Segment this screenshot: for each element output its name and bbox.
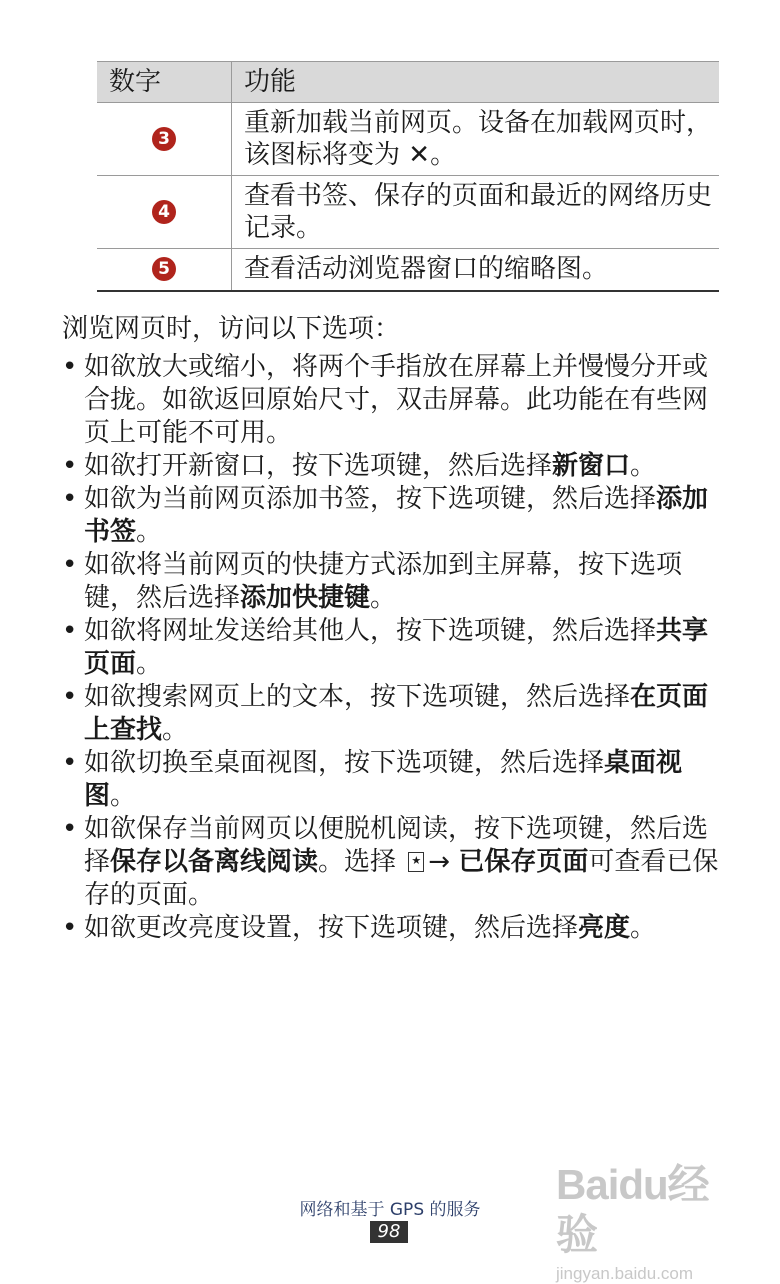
list-item-text: 如欲为当前网页添加书签，按下选项键，然后选择 bbox=[84, 484, 657, 514]
table-row bbox=[97, 176, 719, 249]
list-item-text: 。 bbox=[136, 517, 163, 547]
menu-option-name: 亮度 bbox=[578, 913, 631, 943]
list-item-text: 可查看已保存的页面。 bbox=[84, 847, 719, 910]
watermark bbox=[556, 1160, 736, 1283]
page-number: 98 bbox=[370, 1221, 408, 1243]
list-item-text: 。 bbox=[110, 781, 137, 811]
list-item-text: 如欲保存当前网页以便脱机阅读，按下选项键，然后选择 bbox=[84, 814, 709, 877]
row-text: 重新加载当前网页。设备在加载网页时，该图标将变为 bbox=[244, 108, 713, 170]
list-item bbox=[62, 450, 722, 483]
number-badge: 4 bbox=[152, 200, 176, 224]
table-header-row bbox=[97, 62, 719, 103]
list-item-text: 。 bbox=[630, 451, 657, 481]
list-item bbox=[62, 813, 722, 912]
header-number: 数字 bbox=[97, 62, 232, 103]
list-item-text: 如欲将网址发送给其他人，按下选项键，然后选择 bbox=[84, 616, 657, 646]
list-item-text: 。 bbox=[136, 649, 163, 679]
list-item bbox=[62, 681, 722, 747]
row-text: 查看活动浏览器窗口的缩略图。 bbox=[232, 249, 720, 291]
menu-option-name: 已保存页面 bbox=[458, 847, 589, 877]
footer-section-title: 网络和基于 GPS 的服务 bbox=[299, 1200, 481, 1220]
header-function: 功能 bbox=[232, 62, 720, 103]
number-badge: 5 bbox=[152, 257, 176, 281]
watermark-logo: Baidu经验 bbox=[556, 1161, 709, 1258]
list-item-text: 如欲更改亮度设置，按下选项键，然后选择 bbox=[84, 913, 579, 943]
menu-option-name: 添加书签 bbox=[84, 484, 709, 547]
list-item bbox=[62, 615, 722, 681]
list-item-text: 。 bbox=[630, 913, 657, 943]
menu-option-name: 桌面视图 bbox=[84, 748, 683, 811]
menu-option-name: 在页面上查找 bbox=[84, 682, 709, 745]
list-item-text: 。 bbox=[370, 583, 397, 613]
number-badge: 3 bbox=[152, 127, 176, 151]
options-list bbox=[62, 351, 722, 945]
list-item-text: 如欲放大或缩小，将两个手指放在屏幕上并慢慢分开或合拢。如欲返回原始尺寸，双击屏幕。此功能在有些网页上可能不可用。 bbox=[84, 352, 709, 448]
menu-option-name: 添加快捷键 bbox=[240, 583, 371, 613]
list-item bbox=[62, 351, 722, 450]
list-item-text: 如欲搜索网页上的文本，按下选项键，然后选择 bbox=[84, 682, 631, 712]
row-text: 查看书签、保存的页面和最近的网络历史记录。 bbox=[232, 176, 720, 249]
list-item-text: 。选择 bbox=[318, 847, 405, 877]
close-icon: ✕ bbox=[408, 140, 431, 170]
list-item-text: 如欲打开新窗口，按下选项键，然后选择 bbox=[84, 451, 553, 481]
list-item bbox=[62, 912, 722, 945]
menu-option-name: 共享页面 bbox=[84, 616, 709, 679]
watermark-url: jingyan.baidu.com bbox=[556, 1264, 694, 1283]
list-item bbox=[62, 747, 722, 813]
intro-text: 浏览网页时，访问以下选项： bbox=[62, 314, 401, 344]
function-table bbox=[97, 61, 719, 292]
list-item-text: 如欲将当前网页的快捷方式添加到主屏幕，按下选项键，然后选择 bbox=[84, 550, 683, 613]
list-item-text: 。 bbox=[162, 715, 189, 745]
list-item-text: → bbox=[428, 847, 459, 877]
menu-option-name: 新窗口 bbox=[552, 451, 631, 481]
list-item-text: 如欲切换至桌面视图，按下选项键，然后选择 bbox=[84, 748, 605, 778]
list-item bbox=[62, 549, 722, 615]
list-item bbox=[62, 483, 722, 549]
bookmark-icon bbox=[408, 852, 424, 872]
menu-option-name: 保存以备离线阅读 bbox=[110, 847, 319, 877]
table-row bbox=[97, 249, 719, 291]
table-row: 3 重新加载当前网页。设备在加载网页时，该图标将变为 ✕。 bbox=[97, 103, 719, 176]
